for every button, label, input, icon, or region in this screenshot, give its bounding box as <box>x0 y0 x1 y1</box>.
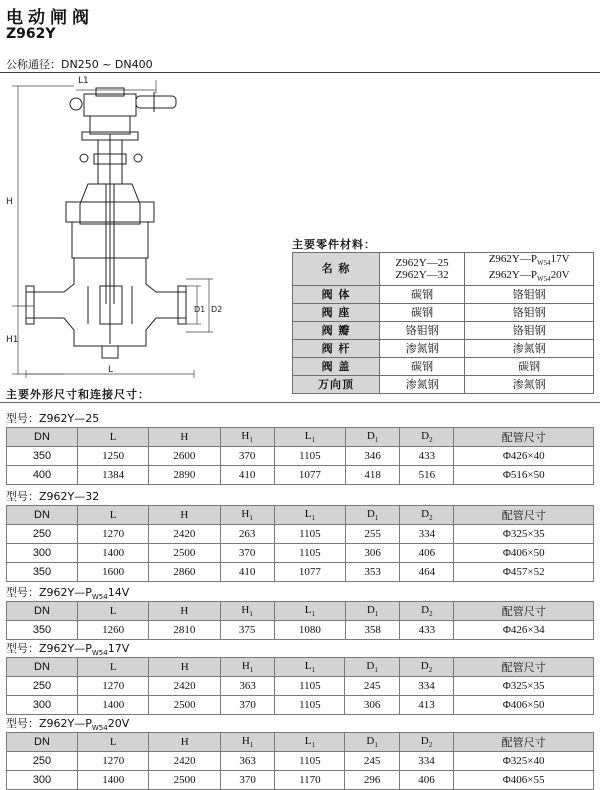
model-section-label: 型号：$Z962Y—P_{W54}14V$ <box>6 586 130 602</box>
label-h: H <box>6 197 13 207</box>
column-header: 配管尺寸 <box>454 506 594 525</box>
table-cell: 2420 <box>149 752 220 771</box>
material-cell: 渗氮钢 <box>465 376 594 394</box>
table-cell: 1400 <box>78 696 149 715</box>
table-cell: 516 <box>400 466 454 485</box>
material-cell: 铬钼钢 <box>380 322 465 340</box>
table-cell: 245 <box>345 752 399 771</box>
table-cell: 1105 <box>275 752 345 771</box>
table-cell: 346 <box>346 447 400 466</box>
table-cell: 406 <box>400 544 454 563</box>
table-row <box>7 544 594 563</box>
material-cell: 铬钼钢 <box>465 322 594 340</box>
materials-header-name: 名 称 <box>293 253 380 286</box>
table-cell: 306 <box>346 544 400 563</box>
table-cell: 350 <box>7 563 78 582</box>
column-header: $L_1$ <box>274 428 345 447</box>
column-header: $D_1$ <box>345 733 399 752</box>
dimension-header-row <box>7 428 594 447</box>
materials-row <box>293 322 594 340</box>
table-cell: 1105 <box>274 525 345 544</box>
table-cell: 433 <box>400 447 454 466</box>
materials-header-row <box>293 253 594 286</box>
column-header: L <box>78 658 149 677</box>
table-cell: 353 <box>346 563 400 582</box>
column-header: DN <box>7 733 78 752</box>
table-cell: 363 <box>220 677 274 696</box>
column-header: $D_2$ <box>400 506 454 525</box>
table-cell: 255 <box>346 525 400 544</box>
table-cell: 1077 <box>274 466 345 485</box>
column-header: DN <box>7 658 78 677</box>
dimension-header-row <box>7 733 594 752</box>
table-cell: 370 <box>220 771 274 790</box>
column-header: $L_1$ <box>275 658 345 677</box>
model-section-label: 型号：$Z962Y—P_{W54}17V$ <box>6 642 130 658</box>
table-cell: Φ406×55 <box>454 771 594 790</box>
column-header: $D_1$ <box>346 506 400 525</box>
part-name: 阀 体 <box>293 286 380 304</box>
table-cell: 1077 <box>274 563 345 582</box>
table-cell: 2860 <box>149 563 220 582</box>
label-h1: H1 <box>6 335 19 345</box>
dimension-header-row <box>7 658 594 677</box>
table-cell: 370 <box>220 696 274 715</box>
model-code: Z962Y <box>6 26 56 42</box>
table-cell: 1250 <box>78 447 149 466</box>
page-title: 电动闸阀 <box>6 8 94 28</box>
table-cell: 1384 <box>78 466 149 485</box>
column-header: L <box>78 733 149 752</box>
column-header: H <box>149 733 220 752</box>
column-header: $D_1$ <box>346 602 400 621</box>
label-l: L <box>108 365 114 375</box>
label-d2: D2 <box>211 305 223 314</box>
table-cell: 406 <box>399 771 453 790</box>
table-cell: Φ325×35 <box>454 677 594 696</box>
column-header: $H_1$ <box>220 733 274 752</box>
part-name: 万向顶 <box>293 376 380 394</box>
table-cell: 400 <box>7 466 78 485</box>
materials-header-col1: Z962Y—25 Z962Y—32 <box>380 253 465 286</box>
column-header: $D_2$ <box>400 602 454 621</box>
column-header: DN <box>7 506 78 525</box>
material-cell: 碳钢 <box>465 358 594 376</box>
column-header: $D_2$ <box>399 733 453 752</box>
header-divider <box>0 72 600 73</box>
dimension-lines <box>12 80 213 378</box>
table-cell: 245 <box>345 677 399 696</box>
table-row <box>7 447 594 466</box>
dimension-header-row <box>7 506 594 525</box>
table-row <box>7 563 594 582</box>
column-header: $H_1$ <box>220 658 274 677</box>
column-header: $H_1$ <box>220 428 274 447</box>
table-cell: 2500 <box>149 544 220 563</box>
label-l1: L1 <box>78 76 89 86</box>
table-cell: 2810 <box>149 621 220 640</box>
column-header: H <box>149 602 220 621</box>
table-cell: Φ516×50 <box>454 466 594 485</box>
table-cell: 1260 <box>78 621 149 640</box>
table-cell: 1400 <box>78 544 149 563</box>
table-cell: Φ406×50 <box>454 696 594 715</box>
part-name: 阀 杆 <box>293 340 380 358</box>
column-header: L <box>78 506 149 525</box>
table-cell: 375 <box>220 621 274 640</box>
material-cell: 渗氮钢 <box>465 340 594 358</box>
material-cell: 碳钢 <box>380 286 465 304</box>
table-cell: 2500 <box>149 771 220 790</box>
table-cell: 1105 <box>275 677 345 696</box>
column-header: 配管尺寸 <box>454 733 594 752</box>
table-row <box>7 466 594 485</box>
table-row <box>7 525 594 544</box>
table-cell: 1600 <box>78 563 149 582</box>
table-cell: 370 <box>220 447 274 466</box>
table-cell: 1105 <box>274 544 345 563</box>
table-cell: 1400 <box>78 771 149 790</box>
column-header: $L_1$ <box>274 602 345 621</box>
table-cell: 2420 <box>149 525 220 544</box>
table-row <box>7 696 594 715</box>
column-header: H <box>149 658 220 677</box>
actuator <box>70 88 176 184</box>
table-cell: 418 <box>346 466 400 485</box>
table-cell: 334 <box>400 525 454 544</box>
column-header: DN <box>7 602 78 621</box>
dimension-table <box>6 732 594 790</box>
column-header: $D_1$ <box>345 658 399 677</box>
material-cell: 铬钼钢 <box>465 286 594 304</box>
column-header: L <box>78 428 149 447</box>
table-cell: Φ457×52 <box>454 563 594 582</box>
column-header: $L_1$ <box>275 733 345 752</box>
table-cell: 250 <box>7 752 78 771</box>
materials-row <box>293 304 594 322</box>
table-cell: 334 <box>399 752 453 771</box>
column-header: $D_1$ <box>346 428 400 447</box>
dimension-table <box>6 657 594 715</box>
table-cell: 250 <box>7 677 78 696</box>
table-cell: 464 <box>400 563 454 582</box>
model-section-label: 型号：Z962Y—32 <box>6 490 100 503</box>
material-cell: 渗氮钢 <box>380 376 465 394</box>
column-header: $D_2$ <box>399 658 453 677</box>
material-cell: 碳钢 <box>380 358 465 376</box>
table-cell: 334 <box>399 677 453 696</box>
bonnet <box>66 134 154 344</box>
table-cell: Φ325×40 <box>454 752 594 771</box>
materials-table <box>292 252 594 394</box>
table-cell: 2420 <box>149 677 220 696</box>
part-name: 阀 座 <box>293 304 380 322</box>
table-cell: 1170 <box>275 771 345 790</box>
dimensions-divider <box>0 402 600 403</box>
materials-row <box>293 340 594 358</box>
table-row <box>7 771 594 790</box>
material-cell: 碳钢 <box>380 304 465 322</box>
valve-drawing <box>4 74 234 384</box>
part-name: 阀 瓣 <box>293 322 380 340</box>
table-cell: 300 <box>7 696 78 715</box>
table-cell: 250 <box>7 525 78 544</box>
column-header: 配管尺寸 <box>454 602 594 621</box>
model-section-label: 型号：$Z962Y—P_{W54}20V$ <box>6 717 130 733</box>
table-cell: 2600 <box>149 447 220 466</box>
table-cell: 296 <box>345 771 399 790</box>
part-name: 阀 盖 <box>293 358 380 376</box>
table-cell: 358 <box>346 621 400 640</box>
materials-row <box>293 286 594 304</box>
table-cell: 2890 <box>149 466 220 485</box>
column-header: H <box>149 506 220 525</box>
label-d1: D1 <box>194 305 206 314</box>
table-cell: 350 <box>7 621 78 640</box>
table-cell: Φ406×50 <box>454 544 594 563</box>
table-cell: 413 <box>399 696 453 715</box>
table-cell: 363 <box>220 752 274 771</box>
table-cell: 350 <box>7 447 78 466</box>
table-cell: 1270 <box>78 525 149 544</box>
column-header: L <box>78 602 149 621</box>
dimension-table <box>6 427 594 485</box>
table-row <box>7 677 594 696</box>
materials-row <box>293 358 594 376</box>
table-cell: 410 <box>220 563 274 582</box>
materials-title: 主要零件材料： <box>292 238 376 251</box>
table-row <box>7 621 594 640</box>
material-cell: 铬钼钢 <box>465 304 594 322</box>
table-cell: 2500 <box>149 696 220 715</box>
column-header: 配管尺寸 <box>454 428 594 447</box>
table-cell: 300 <box>7 544 78 563</box>
column-header: $L_1$ <box>274 506 345 525</box>
table-cell: 1080 <box>274 621 345 640</box>
table-cell: Φ426×40 <box>454 447 594 466</box>
dimension-header-row <box>7 602 594 621</box>
table-cell: 410 <box>220 466 274 485</box>
table-cell: 1270 <box>78 752 149 771</box>
dimension-table <box>6 601 594 640</box>
material-cell: 渗氮钢 <box>380 340 465 358</box>
column-header: 配管尺寸 <box>454 658 594 677</box>
table-cell: Φ325×35 <box>454 525 594 544</box>
table-cell: Φ426×34 <box>454 621 594 640</box>
table-cell: 306 <box>345 696 399 715</box>
table-cell: 1105 <box>275 696 345 715</box>
model-section-label: 型号：Z962Y—25 <box>6 412 100 425</box>
table-row <box>7 752 594 771</box>
table-cell: 370 <box>220 544 274 563</box>
column-header: $D_2$ <box>400 428 454 447</box>
column-header: DN <box>7 428 78 447</box>
dimensions-title: 主要外形尺寸和连接尺寸： <box>6 388 150 401</box>
column-header: $H_1$ <box>220 506 274 525</box>
materials-row <box>293 376 594 394</box>
column-header: $H_1$ <box>220 602 274 621</box>
table-cell: 300 <box>7 771 78 790</box>
materials-header-col2: $Z962Y—P_{W54}17V$ $Z962Y—P_{W54}20V$ <box>465 253 594 286</box>
column-header: H <box>149 428 220 447</box>
table-cell: 1105 <box>274 447 345 466</box>
table-cell: 433 <box>400 621 454 640</box>
table-cell: 1270 <box>78 677 149 696</box>
nominal-diameter-range: 公称通径：DN250 ~ DN400 <box>6 58 153 71</box>
table-cell: 263 <box>220 525 274 544</box>
dimension-table <box>6 505 594 582</box>
